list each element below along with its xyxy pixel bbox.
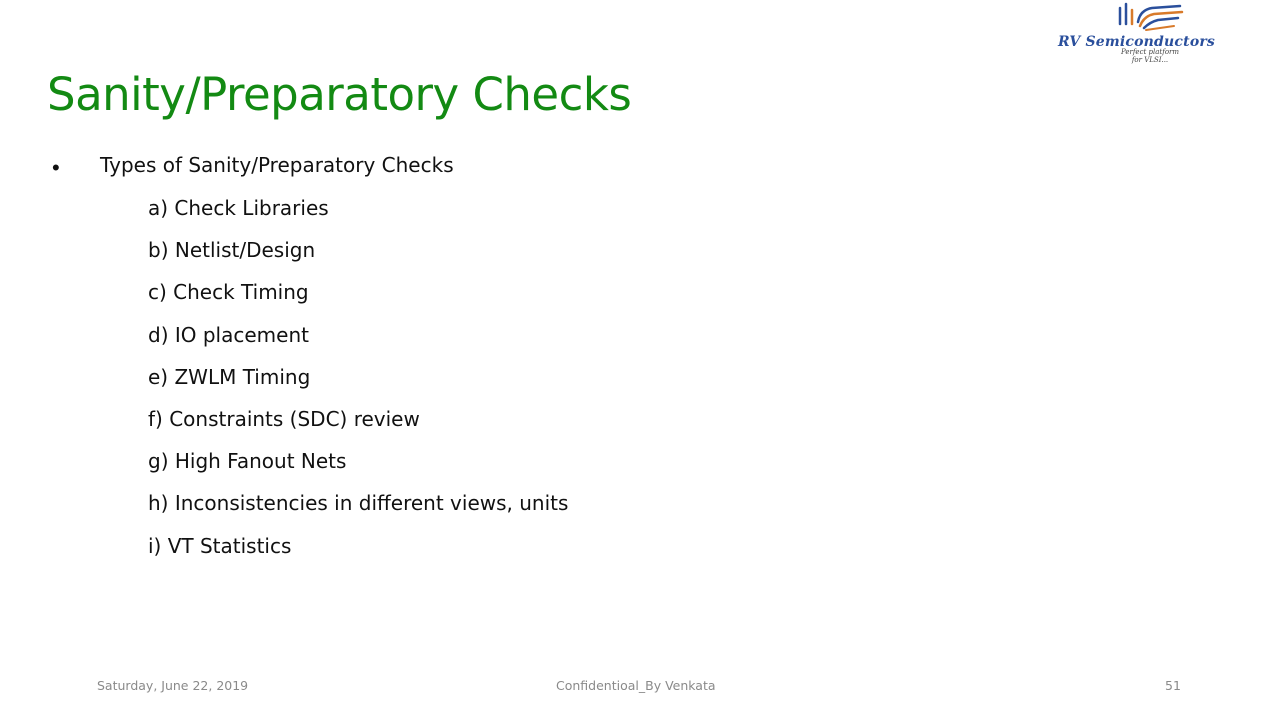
list-item: h) Inconsistencies in different views, units	[148, 491, 569, 516]
logo-tagline-line1: Perfect platform	[1120, 48, 1180, 56]
list-item: d) IO placement	[148, 322, 309, 347]
footer-confidential: Confidentioal_By Venkata	[556, 678, 716, 693]
bullet-dot-icon: •	[52, 155, 60, 180]
slide-title: Sanity/Preparatory Checks	[47, 68, 632, 121]
list-item: a) Check Libraries	[148, 196, 329, 220]
list-item: i) VT Statistics	[148, 533, 292, 558]
company-logo	[1040, 0, 1270, 66]
list-item: e) ZWLM Timing	[148, 364, 311, 389]
list-item: f) Constraints (SDC) review	[148, 406, 420, 431]
check-list	[148, 195, 568, 575]
logo-name: RV Semiconductors	[1058, 34, 1216, 50]
list-item: b) Netlist/Design	[148, 238, 316, 263]
bullet-text: Types of Sanity/Preparatory Checks	[100, 153, 454, 177]
list-item: c) Check Timing	[148, 280, 309, 305]
logo-tagline-line2: for VLSI...	[1131, 56, 1169, 64]
list-item: g) High Fanout Nets	[148, 449, 347, 474]
footer-date: Saturday, June 22, 2019	[97, 678, 249, 693]
page-number: 51	[1165, 678, 1181, 693]
